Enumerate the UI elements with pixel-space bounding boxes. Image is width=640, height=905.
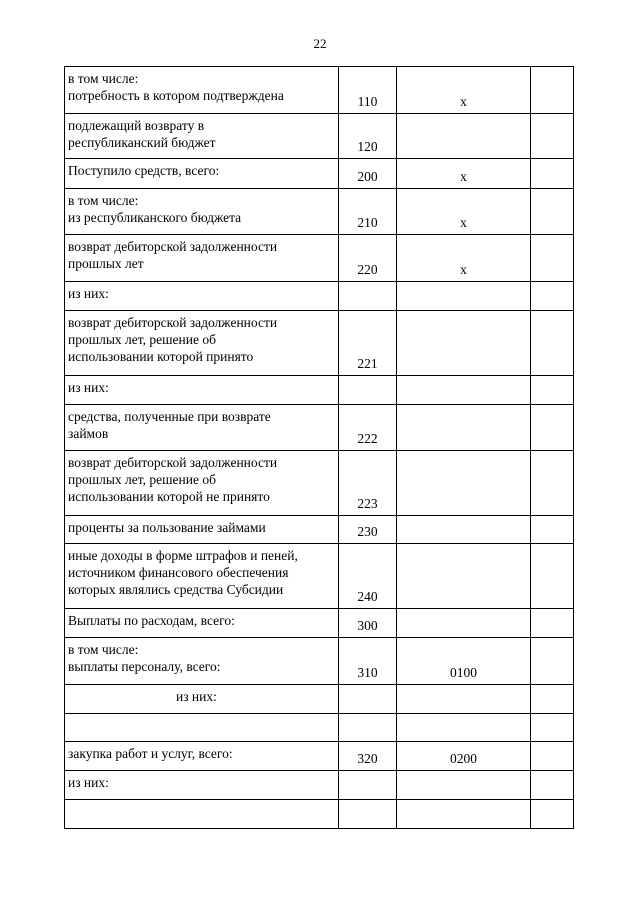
row-name-line: использовании которой принято [68, 349, 254, 364]
row-value-cell [531, 451, 574, 516]
table-row [65, 235, 574, 282]
row-name-cell [65, 114, 339, 159]
row-kbk-cell [397, 685, 531, 714]
row-code-cell: 222 [339, 405, 397, 451]
row-value-cell [531, 609, 574, 638]
row-kbk-cell: x [397, 159, 531, 189]
row-name-cell [65, 67, 339, 114]
row-code-cell: 200 [339, 159, 397, 189]
row-value-cell [531, 159, 574, 189]
row-name-line: в том числе: [68, 193, 139, 208]
table-row [65, 800, 574, 829]
table-row [65, 159, 574, 189]
row-kbk-cell [397, 376, 531, 405]
table-row [65, 451, 574, 516]
row-code-cell: 120 [339, 114, 397, 159]
row-name-cell [65, 235, 339, 282]
report-table [64, 66, 574, 829]
row-kbk-cell [397, 800, 531, 829]
table-row [65, 376, 574, 405]
table-row [65, 714, 574, 742]
row-name-line: которых являлись средства Субсидии [68, 582, 284, 597]
row-name-line: прошлых лет [68, 256, 144, 271]
row-name-cell [65, 189, 339, 235]
table-row [65, 544, 574, 609]
row-name-line: иные доходы в форме штрафов и пеней, [68, 548, 298, 563]
table-row [65, 67, 574, 114]
row-name-line: возврат дебиторской задолженности [68, 315, 278, 330]
row-kbk-cell [397, 405, 531, 451]
row-name-line: из них: [176, 689, 217, 704]
row-code-cell: 210 [339, 189, 397, 235]
row-name-cell [65, 282, 339, 311]
row-code-cell: 221 [339, 311, 397, 376]
row-kbk-cell: x [397, 235, 531, 282]
row-name-line: из них: [68, 286, 109, 301]
row-name-line: в том числе: [68, 71, 139, 86]
table-row [65, 114, 574, 159]
row-kbk-cell [397, 714, 531, 742]
row-name-line: из республиканского бюджета [68, 210, 242, 225]
row-name-cell [65, 311, 339, 376]
row-value-cell [531, 771, 574, 800]
row-name-cell [65, 544, 339, 609]
row-value-cell [531, 742, 574, 771]
row-kbk-cell [397, 311, 531, 376]
report-table-body [65, 67, 574, 829]
row-name-line: республиканский бюджет [68, 135, 216, 150]
row-name-line: возврат дебиторской задолженности [68, 239, 278, 254]
row-code-cell: 110 [339, 67, 397, 114]
row-code-cell: 240 [339, 544, 397, 609]
row-code-cell: 223 [339, 451, 397, 516]
row-kbk-cell: x [397, 67, 531, 114]
row-name-cell [65, 516, 339, 544]
row-code-cell [339, 376, 397, 405]
row-name-cell [65, 451, 339, 516]
row-name-line: прошлых лет, решение об [68, 332, 216, 347]
row-value-cell [531, 67, 574, 114]
row-name-cell [65, 609, 339, 638]
page-number: 22 [313, 36, 327, 51]
table-row [65, 405, 574, 451]
row-name-cell [65, 714, 339, 742]
row-value-cell [531, 405, 574, 451]
row-kbk-cell [397, 451, 531, 516]
row-kbk-cell [397, 516, 531, 544]
row-value-cell [531, 282, 574, 311]
row-code-cell: 300 [339, 609, 397, 638]
row-name-line: источником финансового обеспечения [68, 565, 289, 580]
row-name-line: возврат дебиторской задолженности [68, 455, 278, 470]
row-value-cell [531, 189, 574, 235]
row-name-cell [65, 771, 339, 800]
row-name-cell [65, 638, 339, 685]
table-row [65, 311, 574, 376]
row-value-cell [531, 685, 574, 714]
row-value-cell [531, 235, 574, 282]
row-name-cell [65, 405, 339, 451]
row-value-cell [531, 376, 574, 405]
row-value-cell [531, 638, 574, 685]
row-name-line: в том числе: [68, 642, 139, 657]
table-row [65, 609, 574, 638]
row-name-line: закупка работ и услуг, всего: [68, 746, 233, 761]
row-name-line: использовании которой не принято [68, 489, 270, 504]
row-code-cell [339, 714, 397, 742]
table-row [65, 282, 574, 311]
row-kbk-cell: 0100 [397, 638, 531, 685]
row-code-cell: 320 [339, 742, 397, 771]
row-name-line: из них: [68, 775, 109, 790]
row-name-cell [65, 742, 339, 771]
row-kbk-cell [397, 609, 531, 638]
row-name-cell [65, 159, 339, 189]
row-name-cell [65, 376, 339, 405]
row-name-line: из них: [68, 380, 109, 395]
table-row [65, 685, 574, 714]
row-name-line: Поступило средств, всего: [68, 163, 220, 178]
table-row [65, 189, 574, 235]
row-kbk-cell [397, 544, 531, 609]
row-value-cell [531, 516, 574, 544]
row-name-line: прошлых лет, решение об [68, 472, 216, 487]
row-name-line: подлежащий возврату в [68, 118, 205, 133]
row-name-line: потребность в котором подтверждена [68, 88, 284, 103]
row-name-line: Выплаты по расходам, всего: [68, 613, 235, 628]
row-kbk-cell [397, 282, 531, 311]
row-code-cell: 230 [339, 516, 397, 544]
row-value-cell [531, 714, 574, 742]
row-value-cell [531, 800, 574, 829]
table-row [65, 638, 574, 685]
row-name-line: проценты за пользование займами [68, 520, 266, 535]
row-kbk-cell [397, 114, 531, 159]
table-row [65, 516, 574, 544]
table-row [65, 742, 574, 771]
row-kbk-cell: 0200 [397, 742, 531, 771]
row-name-cell [65, 800, 339, 829]
row-name-line: займов [68, 426, 109, 441]
row-code-cell [339, 771, 397, 800]
row-kbk-cell [397, 771, 531, 800]
table-row [65, 771, 574, 800]
row-code-cell: 310 [339, 638, 397, 685]
row-value-cell [531, 544, 574, 609]
row-name-line: выплаты персоналу, всего: [68, 659, 221, 674]
row-name-line: средства, полученные при возврате [68, 409, 271, 424]
row-code-cell [339, 282, 397, 311]
row-code-cell: 220 [339, 235, 397, 282]
row-code-cell [339, 800, 397, 829]
row-code-cell [339, 685, 397, 714]
row-name-cell [65, 685, 339, 714]
row-value-cell [531, 311, 574, 376]
row-value-cell [531, 114, 574, 159]
row-kbk-cell: x [397, 189, 531, 235]
